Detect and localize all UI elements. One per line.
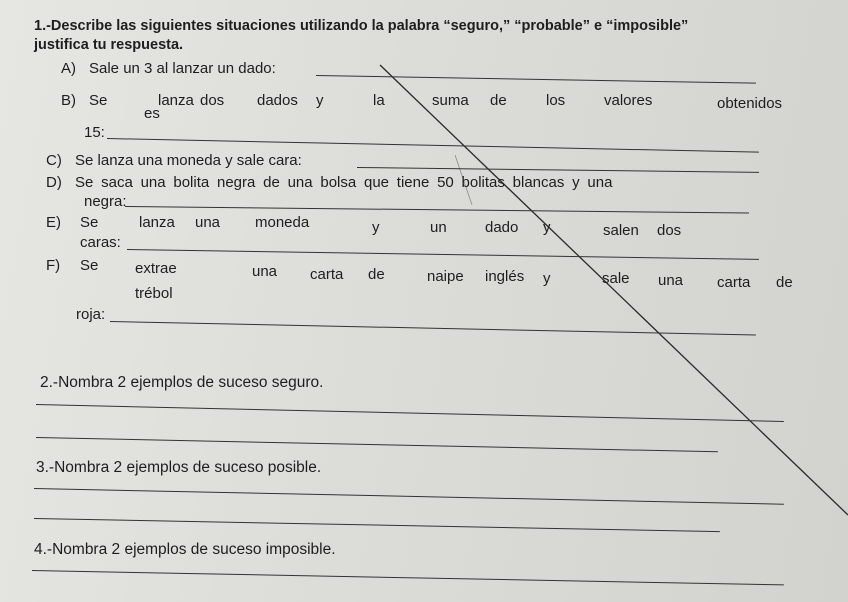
item-b-word: dados (257, 92, 298, 109)
item-b-word: dos (200, 92, 225, 109)
question-1-title: 1.-Describe las siguientes situaciones utilizando la palabra “seguro,” “probable” e “imposible” (34, 18, 689, 34)
item-e-word: moneda (255, 214, 310, 231)
question-3-title: 3.-Nombra 2 ejemplos de suceso posible. (36, 459, 322, 476)
item-f-word: y (543, 270, 551, 287)
item-f-word: extrae (135, 260, 177, 277)
item-b-word: Se (89, 92, 108, 109)
item-f-continuation: trébol (135, 285, 173, 302)
item-e-word: un (430, 219, 447, 236)
item-f-word: una (658, 272, 684, 289)
item-b-word: suma (432, 92, 469, 109)
question-1-subtitle: justifica tu respuesta. (34, 37, 184, 53)
item-a-label: A) (61, 60, 76, 77)
item-e-word: dos (657, 222, 682, 239)
item-e-word: una (195, 214, 221, 231)
item-d-text: Se saca una bolita negra de una bolsa que tiene 50 bolitas blancas y una (75, 174, 613, 191)
item-d-label: D) (46, 174, 62, 191)
item-e-word: y (372, 219, 380, 236)
item-e-continuation: caras: (80, 234, 121, 251)
item-f-continuation: roja: (76, 306, 106, 323)
item-e-word: lanza (139, 214, 175, 231)
item-b-continuation: 15: (84, 124, 105, 141)
question-2-title: 2.-Nombra 2 ejemplos de suceso seguro. (40, 374, 324, 391)
question-4-title: 4.-Nombra 2 ejemplos de suceso imposible. (34, 541, 336, 558)
item-e-word: dado (485, 219, 519, 236)
item-f-word: una (252, 263, 278, 280)
item-b-word: la (373, 92, 385, 109)
item-c-text: Se lanza una moneda y sale cara: (75, 152, 302, 169)
item-f-word: carta (310, 266, 344, 283)
item-f-word: inglés (485, 268, 525, 285)
item-f-word: de (368, 266, 385, 283)
item-f-word: Se (80, 257, 99, 274)
item-f-word: carta (717, 274, 751, 291)
item-c-label: C) (46, 152, 62, 169)
item-f-word: de (776, 274, 793, 291)
item-b-label: B) (61, 92, 76, 109)
item-f-word: sale (602, 270, 630, 287)
item-b-word: y (316, 92, 324, 109)
item-b-word: los (546, 92, 566, 109)
item-b-continuation: es (144, 105, 160, 122)
item-d-continuation: negra: (84, 193, 127, 210)
item-b-word: lanza (158, 92, 194, 109)
item-f-label: F) (46, 257, 61, 274)
item-b-word: de (490, 92, 507, 109)
item-f-word: naipe (427, 268, 464, 285)
item-e-word: y (543, 219, 551, 236)
item-e-label: E) (46, 214, 61, 231)
item-e-word: Se (80, 214, 99, 231)
item-b-word: obtenidos (717, 95, 783, 112)
item-b-word: valores (604, 92, 653, 109)
item-a-text: Sale un 3 al lanzar un dado: (89, 60, 276, 77)
item-e-word: salen (603, 222, 639, 239)
